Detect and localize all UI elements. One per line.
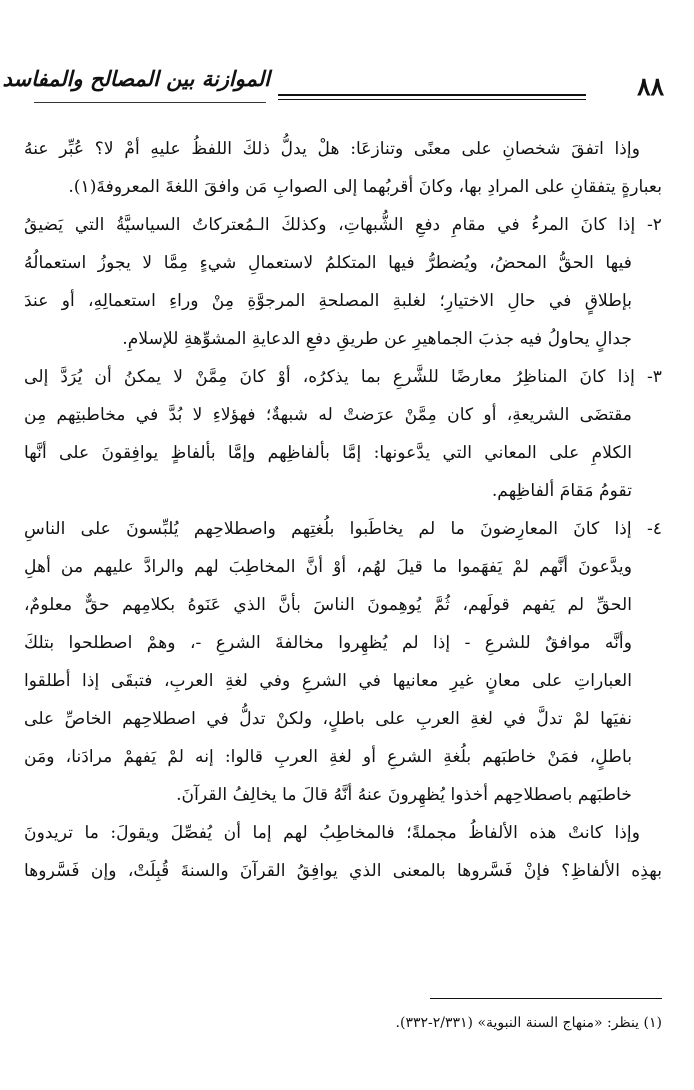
text-line: بهذِه الألفاظِ؟ فإنْ فَسَّروها بالمعنى الذي يوافِقُ القرآنَ والسنةَ قُبِلَتْ، وإن فَسَّروها <box>24 861 662 881</box>
text-line: العباراتِ على معانٍ غيرِ معانيها في الشرعِ وفي لغةِ العربِ، فتبقَى إذا أطلقوا <box>24 671 632 691</box>
text-line: وأنَّه موافقٌ للشرعِ - إذا لم يُظهِروا مخالفةَ الشرعِ -، وهمْ اصطلحوا بتلكَ <box>24 633 632 653</box>
footnote-rule <box>430 998 662 999</box>
text-line: مقتضَى الشريعةِ، أو كان مِمَّنْ عرَضتْ له شبهةٌ؛ فهؤلاءِ لا بُدَّ في مخاطبتِهم مِن <box>24 405 632 425</box>
text-line: وإذا كانتْ هذه الألفاظُ مجملةً؛ فالمخاطِبُ لهم إما أن يُفصِّلَ ويقولَ: ما تريدونَ <box>24 823 640 843</box>
text-line: تقومُ مَقامَ ألفاظِهم. <box>491 481 632 501</box>
text-line: فيها الحقُّ المحضُ، ويُضطرُّ فيها المتكلمُ لاستعمالِ شيءٍ مِمَّا لا يجوزُ استعمالُهُ <box>24 253 632 273</box>
text-line: الكلامِ على المعاني التي يدَّعونها: إمَّا بألفاظِهم وإمَّا بألفاظٍ يوافِقونَ على أنَّها <box>24 443 632 463</box>
text-line: بعبارةٍ يتفقانِ على المرادِ بها، وكانَ أقربُهما إلى الصوابِ مَن وافقَ اللغةَ المعروفةَ(١). <box>68 177 662 197</box>
text-line: خاطبَهم باصطلاحِهم أخذوا يُظهِرونَ عنهُ أنَّهُ قالَ ما يخالِفُ القرآنَ. <box>176 785 632 805</box>
text-line: نفيَها لمْ تدلَّ في لغةِ العربِ على باطلٍ، ولكنْ تدلُّ في اصطلاحِهم الخاصِّ على <box>24 709 632 729</box>
title-underline <box>34 102 266 103</box>
text-line: جدالٍ يحاولُ فيه جذبَ الجماهيرِ عن طريقِ دفعِ الدعايةِ المشوِّهةِ للإسلامِ. <box>122 329 632 349</box>
text-line: بإطلاقٍ في حالِ الاختيارِ؛ لغلبةِ المصلحةِ المرجوَّةِ مِنْ وراءِ استعمالِهِ، أو عندَ <box>24 291 632 311</box>
text-line: الحقِّ لم يَفهم قولَهم، ثُمَّ يُوهِمونَ الناسَ بأنَّ الذي عَنَوهُ بكلامِهم حقٌّ معلومٌ، <box>24 595 632 615</box>
page-header <box>2 58 664 118</box>
text-line: وإذا اتفقَ شخصانِ على معنًى وتنازعَا: هلْ يدلُّ ذلكَ اللفظُ عليهِ أمْ لا؟ عُبِّر عنهُ <box>24 139 640 159</box>
header-rule <box>278 94 586 96</box>
page-number: ٨٨ <box>637 72 664 101</box>
header-rule-thin <box>278 99 586 100</box>
text-line: ويدَّعونَ أنَّهم لمْ يَفهَموا ما قيلَ لهُم، أوْ أنَّ المخاطِبَ لهم والرادَّ عليهم من أهلِ <box>24 557 632 577</box>
footnote: (١) ينظر: «منهاج السنة النبوية» (٢/٣٣١-٣٣٢). <box>395 1015 662 1031</box>
text-line: باطلٍ، فمَنْ خاطبَهم بلُغةِ الشرعِ أو لغةِ العربِ قالوا: إنه لمْ يَفهمْ مرادَنا، ومَن <box>24 747 632 767</box>
text-line: ٤- إذا كانَ المعارِضونَ ما لم يخاطَبوا بلُغتِهم واصطلاحِهم يُلبِّسونَ على الناسِ <box>24 519 662 539</box>
text-line: ٣- إذا كانَ المناظِرُ معارضًا للشَّرعِ بما يذكرُه، أوْ كانَ مِمَّنْ لا يمكنُ أن يُرَدَّ إلى <box>24 367 662 387</box>
body-text <box>24 130 662 890</box>
running-title: الموازنة بين المصالح والمفاسد <box>2 66 270 91</box>
text-line: ٢- إذا كانَ المرءُ في مقامِ دفعِ الشُّبهاتِ، وكذلكَ الـمُعتركاتُ السياسيَّةُ التي يَضيقُ <box>24 215 662 235</box>
